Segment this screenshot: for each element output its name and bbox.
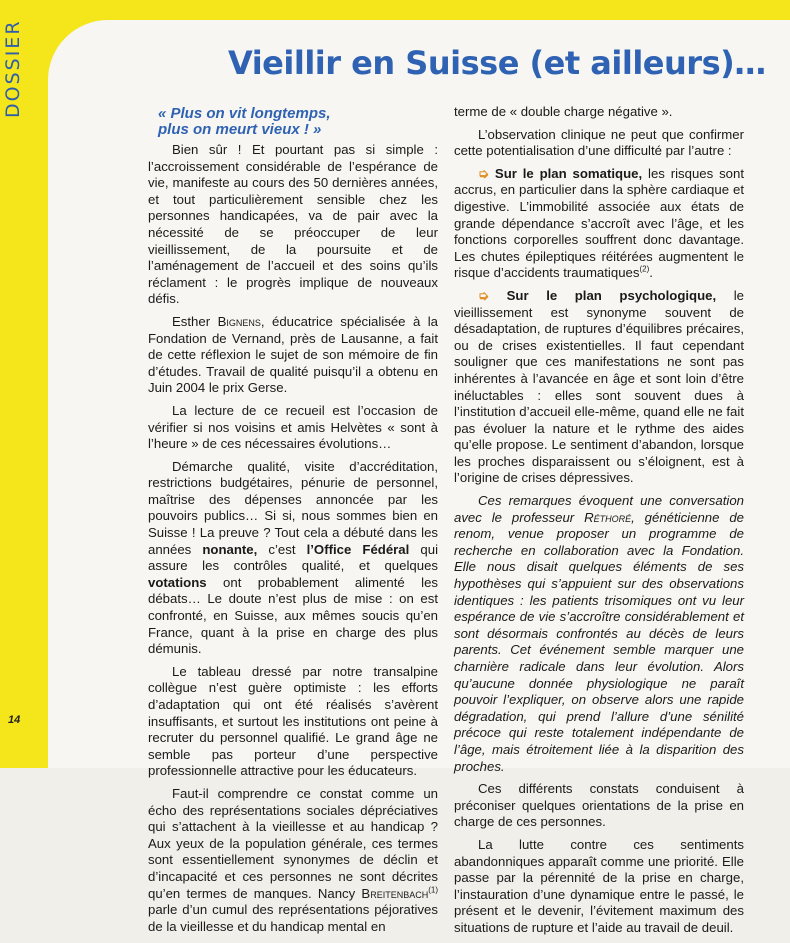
- paragraph: Esther Bignens, éducatrice spécialisée à la Fondation de Vernand, près de Lausanne, a fait de cette réflexion le sujet de son mémoire de fin d’études. Travail de qualité puisqu’il a obtenu en Juin 2004 le prix Gerse.: [148, 313, 438, 396]
- paragraph: terme de « double charge négative ».: [454, 104, 673, 119]
- paragraph: Le tableau dressé par notre transalpine collègue n’est guère optimiste : les efforts d’adaptation qui ont été réalisés s’avèrent insuffisants, et surtout les institutions ont peine à recruter du personnel qualifié. Le grand âge ne semble pas porteur d’une perspective professionnelle attractive pour les éducateurs.: [148, 663, 438, 779]
- pullquote-line-2: plus on meurt vieux ! »: [158, 121, 322, 138]
- author-name: Bignens: [217, 313, 261, 329]
- page-number: 14: [8, 714, 21, 726]
- pullquote: [158, 106, 438, 138]
- paragraph: Ces remarques évoquent une conversation avec le professeur Réthoré, généticienne de renom, venue proposer un programme de recherche en collaboration avec la Fondation. Elle nous disait quelques éléments de ses hypothèses qui s’appuient sur des observations identiques : les patients trisomiques ont vu leur espérance de vie s’accroître considérablement et sont désormais confrontés au décès de leurs parents. Cet événement semble marquer une charnière radicale dans leur évolution. Alors qu’aucune donnée physiologique ne paraît pouvoir l’expliquer, on observe alors une rapide dégradation, qui prend l’allure d’une sénilité précoce qui reste totalement indépendante de l’âge, mais étroitement liée à la disparition des proches.: [454, 493, 744, 774]
- footnote-ref: (1): [428, 885, 438, 895]
- section-label: DOSSIER: [2, 19, 24, 118]
- author-name: Breitenbach: [361, 885, 429, 901]
- paragraph: La lecture de ce recueil est l’occasion de vérifier si nos voisins et amis Helvètes « sont à l’heure » de ces nécessaires évolutions…: [148, 402, 438, 452]
- paragraph: L’observation clinique ne peut que confirmer cette potentialisation d’une difficulté par l’autre :: [454, 126, 744, 159]
- paragraph: Ces différents constats conduisent à préconiser quelques orientations de la prise en charge de ces personnes.: [454, 781, 744, 830]
- page-title: Vieillir en Suisse (et ailleurs)…: [228, 44, 766, 82]
- arrow-icon: ➭: [478, 287, 490, 303]
- right-column: [454, 104, 744, 943]
- arrow-icon: ➭: [478, 165, 490, 181]
- paragraph: Démarche qualité, visite d’accréditation, restrictions budgétaires, pénurie de personnel, maîtrise des dépenses annoncée par les pouvoirs publics… Si si, nous sommes bien en Suisse ! La preuve ? Tout cela a débuté dans les années nonante, c’est l’Office Fédéral qui assure les contrôles qualité, et quelques votations ont probablement alimenté les débats… Le doute n’est plus de mise : on est confronté, en Suisse, aux mêmes soucis qu’en France, quant à la prise en charge des plus démunis.: [148, 458, 438, 657]
- paragraph: Faut-il comprendre ce constat comme un écho des représentations sociales dépréciatives qui s’attachent à la vieillesse et au handicap ? Aux yeux de la population générale, ces termes sont essentiellement synonymes de déclin et d’incapacité et ces personnes ne sont décrites qu’en termes de manques. Nancy Breitenbach$^{(1)}$ parle d’un cumul des représentations péjoratives de la vieillesse et du handicap mental en: [148, 785, 438, 934]
- paragraph: ➭ Sur le plan somatique, les risques sont accrus, en particulier dans la sphère cardiaque et digestive. L’immobilité associée aux états de grande dépendance s’accroît avec l’âge, et les fonctions corporelles souffrent donc davantage. Les chutes épileptiques réitérées augmentent le risque d’accidents traumatiques$^{(2)}$.: [454, 165, 745, 281]
- pullquote-line-1: « Plus on vit longtemps,: [158, 105, 331, 122]
- paragraph: Bien sûr ! Et pourtant pas si simple : l’accroissement considérable de l’espérance de vie, manifeste au cours des 50 dernières années, et tout particulièrement sensible chez les personnes handicapées, va de pair avec la nécessité de se préoccuper de leur vieillissement, de la poursuite et de l’aménagement de l’accueil et des soins qu’ils réclament : le progrès implique de nouveaux défis.: [148, 142, 438, 307]
- paragraph: ➭ Sur le plan psychologique, le vieillissement est synonyme souvent de désadaptation, de ruptures d’équilibres précaires, ou de crises existentielles. Il faut cependant souligner que ces manifestations ne sont pas inhérentes à l’avancée en âge et sont loin d’être inéluctables : elles sont souvent dues à l’institution d’accueil elle-même, quand elle ne fait pas évoluer la nature et le rythme des aides qu’elle propose. Le sentiment d’abandon, lorsque les proches disparaissent ou s’éloignent, est à l’origine de crises dépressives.: [454, 287, 744, 486]
- left-column: [148, 104, 438, 941]
- paragraph: La lutte contre ces sentiments abandonniques apparaît comme une priorité. Elle passe par la pérennité de la prise en charge, l’instauration d’une dynamique entre le passé, le présent et le devenir, l’évitement maximum des situations de rupture et l’aide au travail de deuil.: [454, 836, 744, 935]
- author-name: Réthoré: [584, 509, 632, 525]
- footnote-ref: (2): [639, 264, 650, 274]
